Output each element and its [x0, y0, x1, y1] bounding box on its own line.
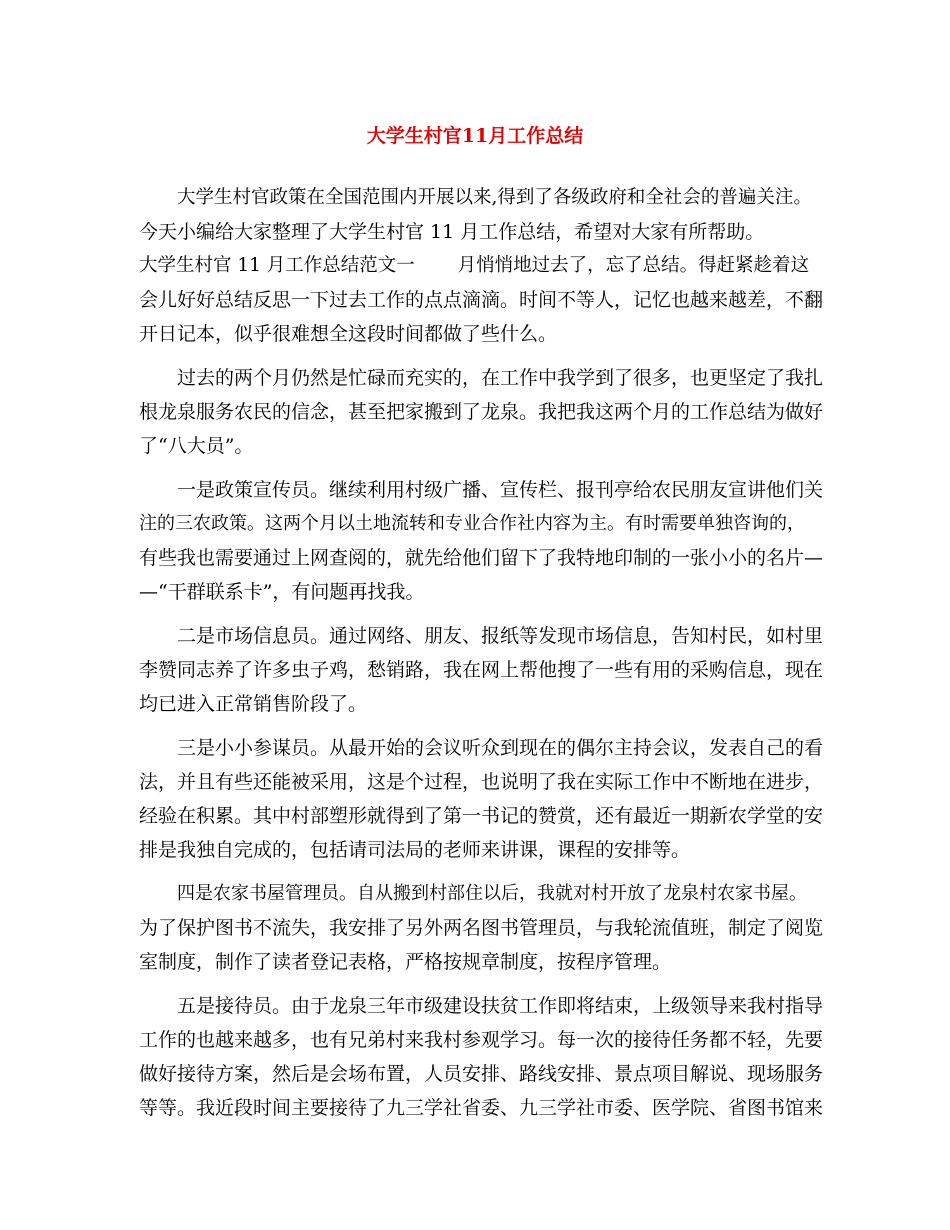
body-line: 四是农家书屋管理员。自从搬到村部住以后，我就对村开放了龙泉村农家书屋。 [177, 883, 807, 904]
body-line: 做好接待方案，然后是会场布置，人员安排、路线安排、景点项目解说、现场服务 [139, 1063, 824, 1085]
body-line: —“干群联系卡”，有问题再找我。 [139, 581, 425, 603]
body-line: 五是接待员。由于龙泉三年市级建设扶贫工作即将结束，上级领导来我村指导 [177, 995, 824, 1017]
body-line: 今天小编给大家整理了大学生村官 11 月工作总结，希望对大家有所帮助。 [139, 221, 765, 243]
body-line: 过去的两个月仍然是忙碌而充实的，在工作中我学到了很多，也更坚定了我扎 [177, 367, 824, 389]
body-line: 三是小小参谋员。从最开始的会议听众到现在的偶尔主持会议，发表自己的看 [177, 737, 824, 759]
body-line: 有些我也需要通过上网查阅的，就先给他们留下了我特地印制的一张小小的名片— [139, 547, 824, 569]
document-title: 大学生村官11月工作总结 [366, 125, 584, 147]
body-line: 根龙泉服务农民的信念，甚至把家搬到了龙泉。我把我这两个月的工作总结为做好 [139, 401, 824, 423]
body-line: 大学生村官 11 月工作总结范文一 月悄悄地过去了，忘了总结。得赶紧趁着这 [139, 255, 810, 276]
body-line: 二是市场信息员。通过网络、朋友、报纸等发现市场信息，告知村民，如村里 [177, 625, 824, 647]
body-line: 等等。我近段时间主要接待了九三学社省委、九三学社市委、医学院、省图书馆来 [139, 1097, 824, 1119]
body-line: 排是我独自完成的，包括请司法局的老师来讲课，课程的安排等。 [139, 839, 691, 861]
body-line: 开日记本，似乎很难想全这段时间都做了些什么。 [139, 323, 558, 345]
body-line: 经验在积累。其中村部塑形就得到了第一书记的赞赏，还有最近一期新农学堂的安 [139, 805, 824, 827]
body-line: 了“八大员”。 [139, 435, 254, 457]
body-line: 室制度，制作了读者登记表格，严格按规章制度，按程序管理。 [139, 951, 672, 973]
body-line: 会儿好好总结反思一下过去工作的点点滴滴。时间不等人，记忆也越来越差，不翻 [139, 289, 824, 311]
body-line: 李赞同志养了许多虫子鸡，愁销路，我在网上帮他搜了一些有用的采购信息，现在 [139, 659, 824, 681]
body-line: 法，并且有些还能被采用，这是个过程，也说明了我在实际工作中不断地在进步， [139, 771, 824, 793]
body-line: 为了保护图书不流失，我安排了另外两名图书管理员，与我轮流值班，制定了阅览 [139, 917, 824, 939]
body-line: 均已进入正常销售阶段了。 [139, 693, 368, 715]
body-line: 工作的也越来越多，也有兄弟村来我村参观学习。每一次的接待任务都不轻，先要 [139, 1029, 824, 1051]
body-line: 一是政策宣传员。继续利用村级广播、宣传栏、报刊亭给农民朋友宣讲他们关 [177, 479, 824, 501]
body-line: 注的三农政策。这两个月以土地流转和专业合作社内容为主。有时需要单独咨询的， [139, 513, 805, 534]
body-line: 大学生村官政策在全国范围内开展以来,得到了各级政府和全社会的普遍关注。 [177, 187, 812, 208]
